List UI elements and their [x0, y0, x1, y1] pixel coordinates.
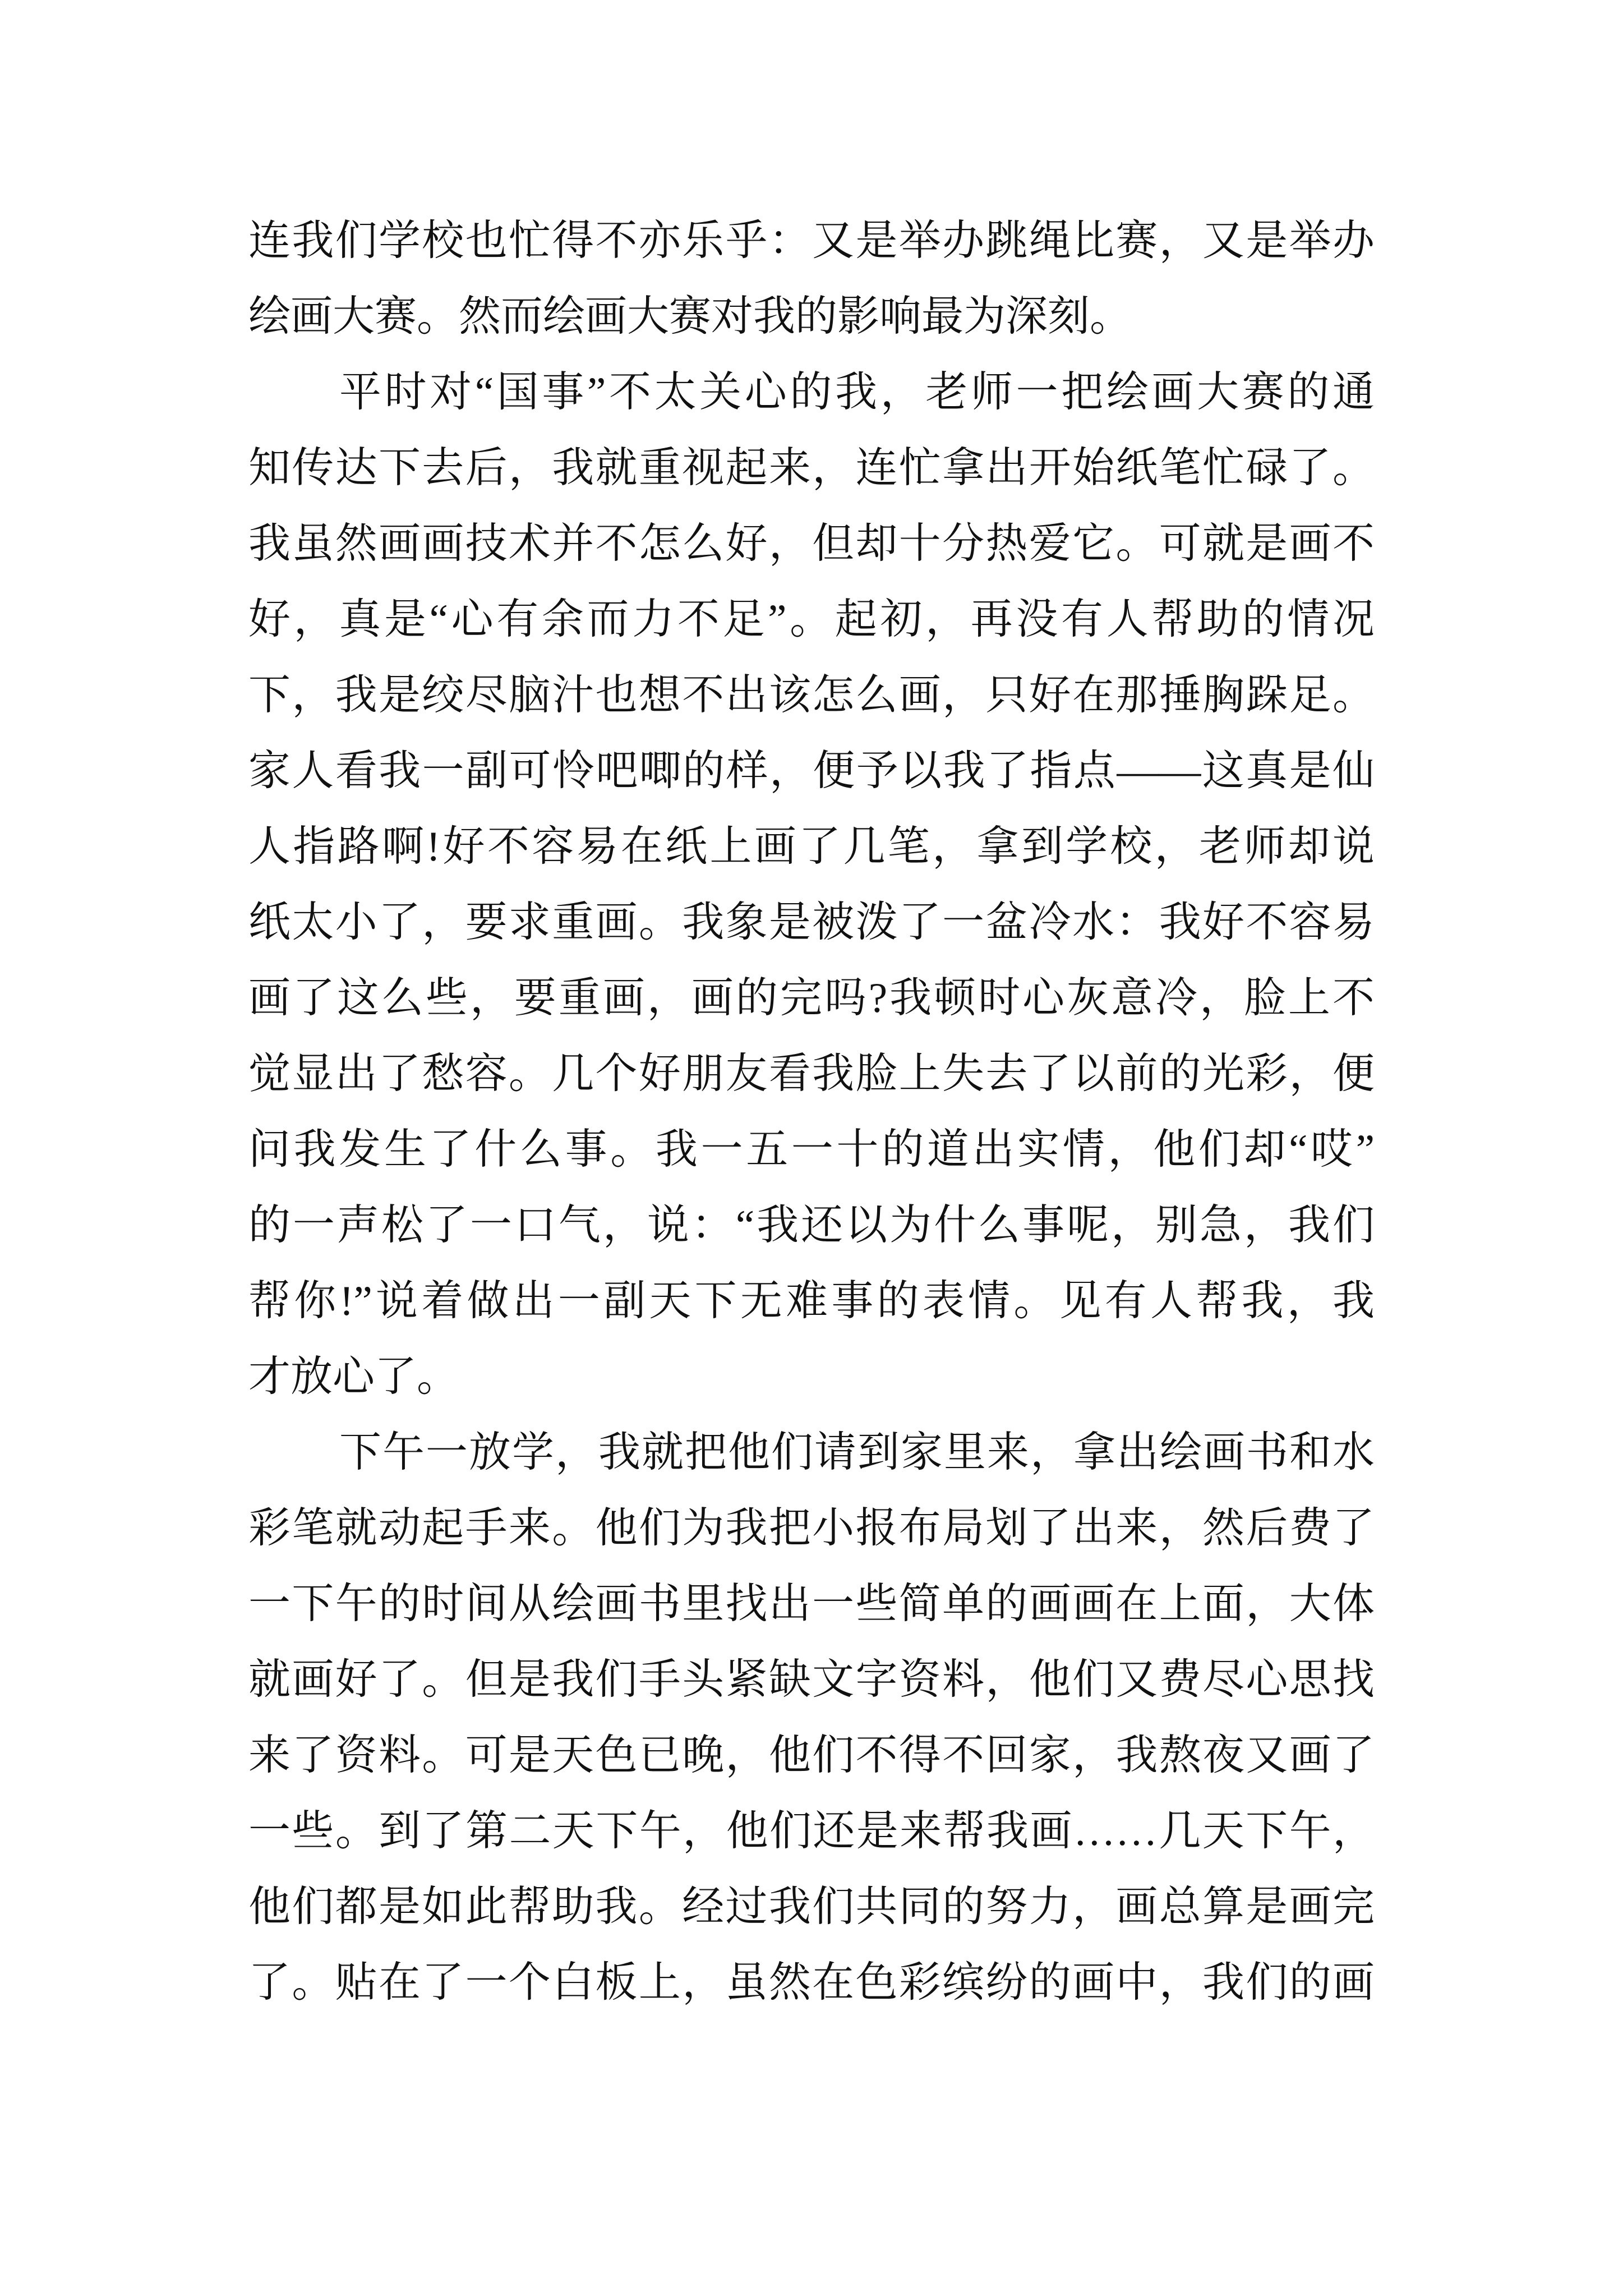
text-line: 知传达下去后，我就重视起来，连忙拿出开始纸笔忙碌了。 [248, 445, 1375, 491]
text-line: 绘画大赛。然而绘画大赛对我的影响最为深刻。 [248, 293, 1132, 340]
text-line: 画了这么些，要重画，画的完吗?我顿时心灰意冷，脸上不 [248, 975, 1375, 1022]
text-line: 才放心了。 [248, 1354, 459, 1400]
text-line: 来了资料。可是天色已晚，他们不得不回家，我熬夜又画了 [248, 1732, 1375, 1779]
text-line: 下午一放学，我就把他们请到家里来，拿出绘画书和水 [339, 1429, 1375, 1476]
text-line: 就画好了。但是我们手头紧缺文字资料，他们又费尽心思找 [248, 1657, 1375, 1703]
text-line: 的一声松了一口气，说：“我还以为什么事呢，别急，我们 [248, 1202, 1375, 1249]
text-line: 了。贴在了一个白板上，虽然在色彩缤纷的画中，我们的画 [248, 1959, 1375, 2006]
text-line: 帮你!”说着做出一副天下无难事的表情。见有人帮我，我 [248, 1278, 1375, 1324]
text-line: 平时对“国事”不太关心的我，老师一把绘画大赛的通 [339, 369, 1375, 416]
text-line: 一下午的时间从绘画书里找出一些简单的画画在上面，大体 [248, 1581, 1375, 1627]
text-line: 人指路啊!好不容易在纸上画了几笔，拿到学校，老师却说 [248, 823, 1375, 870]
text-line: 家人看我一副可怜吧唧的样，便予以我了指点——这真是仙 [248, 748, 1375, 794]
text-line: 我虽然画画技术并不怎么好，但却十分热爱它。可就是画不 [248, 521, 1375, 567]
paragraph [248, 355, 1375, 1415]
text-line: 下，我是绞尽脑汁也想不出该怎么画，只好在那捶胸跺足。 [248, 672, 1375, 719]
text-line: 觉显出了愁容。几个好朋友看我脸上失去了以前的光彩，便 [248, 1051, 1375, 1097]
text-line: 好，真是“心有余而力不足”。起初，再没有人帮助的情况 [248, 596, 1375, 643]
text-line: 他们都是如此帮助我。经过我们共同的努力，画总算是画完 [248, 1884, 1375, 1930]
paragraph [248, 203, 1375, 355]
text-line: 彩笔就动起手来。他们为我把小报布局划了出来，然后费了 [248, 1505, 1375, 1552]
text-line: 纸太小了，要求重画。我象是被泼了一盆冷水：我好不容易 [248, 899, 1375, 946]
text-line: 问我发生了什么事。我一五一十的道出实情，他们却“哎” [248, 1126, 1375, 1173]
paragraph [248, 1415, 1375, 2021]
text-line: 一些。到了第二天下午，他们还是来帮我画……几天下午， [248, 1808, 1375, 1855]
text-line: 连我们学校也忙得不亦乐乎：又是举办跳绳比赛，又是举办 [248, 218, 1375, 264]
body-text [248, 203, 1375, 2021]
